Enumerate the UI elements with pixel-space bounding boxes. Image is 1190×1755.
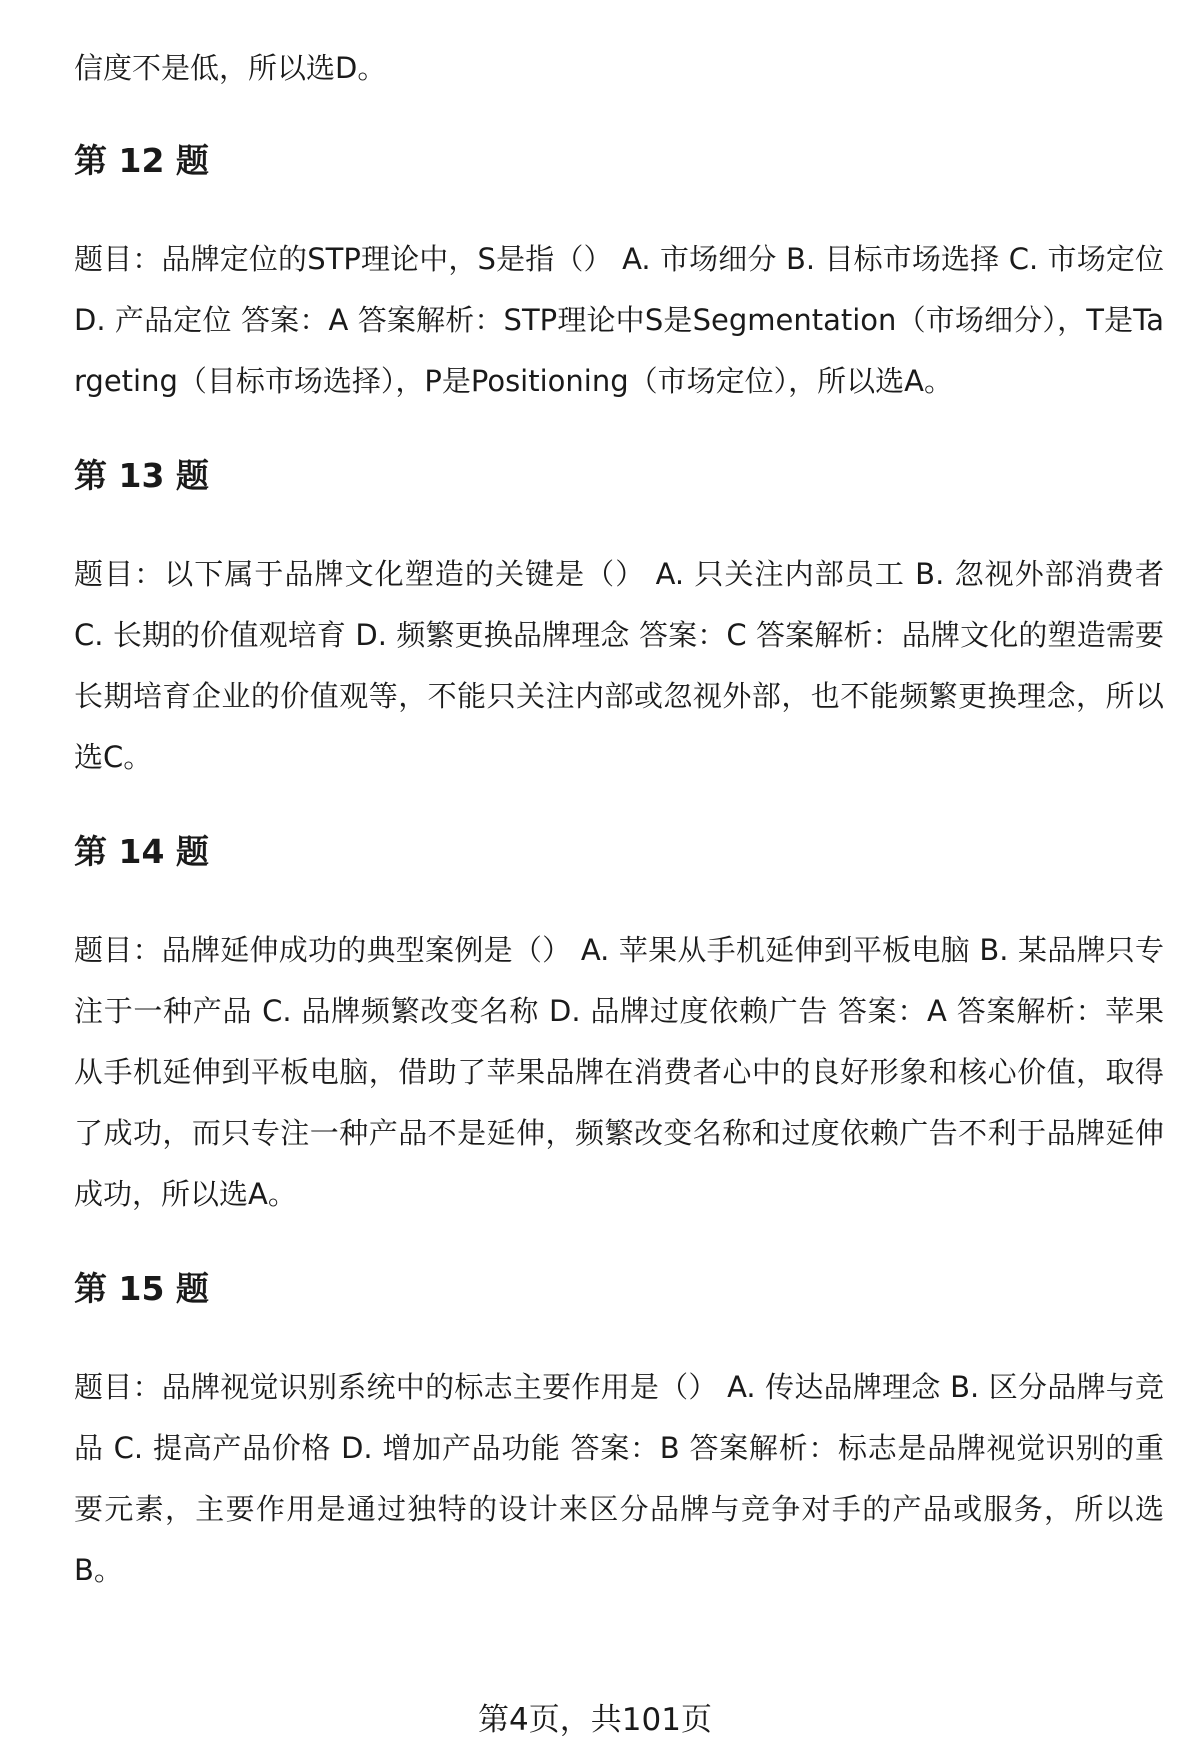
question-heading: 第 13 题	[74, 456, 209, 495]
page-content	[74, 38, 1164, 1643]
question-body: 题目：品牌视觉识别系统中的标志主要作用是（） A. 传达品牌理念 B. 区分品牌与竞品 C. 提高产品价格 D. 增加产品功能 答案：B 答案解析：标志是品牌视觉识别的重要元素，主要作用是通过独特的设计来区分品牌与竞争对手的产品或服务，所以选B。	[74, 1370, 1164, 1587]
question-12	[74, 139, 1164, 412]
question-14	[74, 830, 1164, 1225]
question-15	[74, 1267, 1164, 1601]
question-body: 题目：品牌定位的STP理论中，S是指（） A. 市场细分 B. 目标市场选择 C. 市场定位 D. 产品定位 答案：A 答案解析：STP理论中S是Segmentation（市场细分），T是Targeting（目标市场选择），P是Positioning（市场定位），所以选A。	[74, 242, 1164, 398]
question-13	[74, 454, 1164, 788]
question-body: 题目：以下属于品牌文化塑造的关键是（） A. 只关注内部员工 B. 忽视外部消费者 C. 长期的价值观培育 D. 频繁更换品牌理念 答案：C 答案解析：品牌文化的塑造需要长期培育企业的价值观等，不能只关注内部或忽视外部，也不能频繁更换理念，所以选C。	[74, 557, 1164, 774]
question-heading: 第 12 题	[74, 141, 209, 180]
question-heading: 第 15 题	[74, 1269, 209, 1308]
page-number: 第4页，共101页	[478, 1702, 712, 1738]
question-heading: 第 14 题	[74, 832, 209, 871]
previous-answer-tail: 信度不是低，所以选D。	[74, 51, 387, 85]
question-body: 题目：品牌延伸成功的典型案例是（） A. 苹果从手机延伸到平板电脑 B. 某品牌只专注于一种产品 C. 品牌频繁改变名称 D. 品牌过度依赖广告 答案：A 答案解析：苹果从手机延伸到平板电脑，借助了苹果品牌在消费者心中的良好形象和核心价值，取得了成功，而只专注一种产品不是延伸，频繁改变名称和过度依赖广告不利于品牌延伸成功，所以选A。	[74, 933, 1164, 1211]
